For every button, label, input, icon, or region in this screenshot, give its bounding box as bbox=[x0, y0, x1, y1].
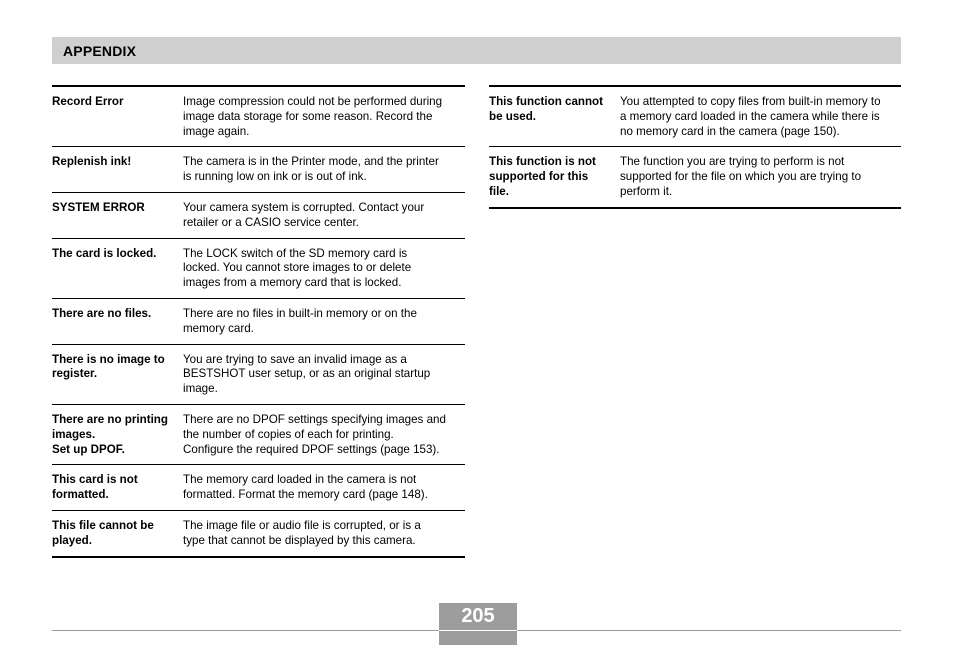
error-description: The function you are trying to perform is not supported for the file on which you are trying to perform it. bbox=[620, 155, 862, 198]
table-row bbox=[489, 87, 901, 147]
table-row bbox=[52, 405, 465, 465]
error-message: This card is not formatted. bbox=[52, 473, 138, 502]
table-row bbox=[52, 87, 465, 147]
error-description: Your camera system is corrupted. Contact your retailer or a CASIO service center. bbox=[183, 200, 425, 229]
table-row bbox=[52, 299, 465, 345]
page-box-divider bbox=[439, 630, 517, 631]
table-row bbox=[52, 147, 465, 193]
error-description: The memory card loaded in the camera is not formatted. Format the memory card (page 148). bbox=[183, 473, 428, 502]
table-row bbox=[52, 239, 465, 299]
error-message: Record Error bbox=[52, 95, 124, 108]
error-description: Image compression could not be performed during image data storage for some reason. Record the image again. bbox=[183, 95, 443, 138]
error-message: This file cannot be played. bbox=[52, 518, 154, 547]
table-row bbox=[52, 193, 465, 239]
error-message: Replenish ink! bbox=[52, 155, 132, 169]
error-message: SYSTEM ERROR bbox=[52, 200, 145, 214]
error-message: There are no printing images. Set up DPOF. bbox=[52, 412, 168, 456]
error-description: You attempted to copy files from built-in memory to a memory card loaded in the camera while there is no memory card in the camera (page 150). bbox=[620, 95, 881, 138]
table-row bbox=[52, 465, 465, 511]
table-row bbox=[52, 345, 465, 405]
error-description: The camera is in the Printer mode, and the printer is running low on ink or is out of ink. bbox=[183, 155, 439, 184]
error-message: This function cannot be used. bbox=[489, 95, 603, 123]
error-description: The image file or audio file is corrupted, or is a type that cannot be displayed by this camera. bbox=[183, 518, 421, 547]
section-header-bar bbox=[52, 37, 901, 64]
page-number-container bbox=[439, 603, 517, 630]
section-title: APPENDIX bbox=[63, 43, 137, 59]
error-message: There are no files. bbox=[52, 306, 152, 320]
page-number-box bbox=[439, 603, 517, 645]
error-description: There are no DPOF settings specifying images and the number of copies of each for printing. Configure the required DPOF settings (page 153). bbox=[183, 412, 446, 456]
error-message: This function is not supported for this file. bbox=[489, 155, 596, 198]
error-message-table-right bbox=[489, 85, 901, 209]
error-message: There is no image to register. bbox=[52, 352, 165, 381]
error-message-table-left bbox=[52, 85, 465, 558]
error-description: The LOCK switch of the SD memory card is locked. You cannot store images to or delete images from a memory card that is locked. bbox=[183, 246, 412, 290]
error-description: There are no files in built-in memory or on the memory card. bbox=[183, 306, 417, 335]
table-row bbox=[489, 147, 901, 208]
page-number: 205 bbox=[461, 605, 495, 627]
error-description: You are trying to save an invalid image as a BESTSHOT user setup, or as an original startup image. bbox=[183, 352, 431, 396]
error-message: The card is locked. bbox=[52, 246, 157, 260]
table-row bbox=[52, 511, 465, 558]
